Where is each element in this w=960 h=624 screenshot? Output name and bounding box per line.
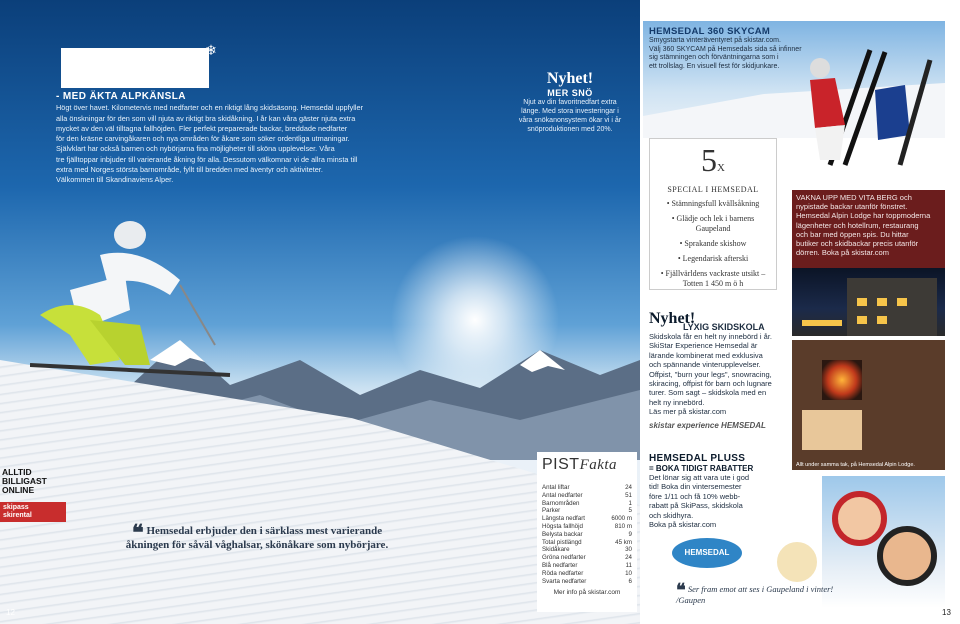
ski-school-line: turer. Som sagt – skidskola med en: [649, 388, 767, 398]
badge-line: ONLINE: [2, 485, 35, 495]
list-item: • Sprakande skishow: [654, 239, 772, 249]
skistar-experience-logo: skistar experience HEMSEDAL: [649, 420, 766, 430]
plus-line: tid! Boka din vintersemester: [649, 482, 742, 492]
ski-school-line: och spännande vinterupplevelser.: [649, 360, 761, 370]
list-item: • Legendarisk afterski: [654, 254, 772, 264]
facts-title-pist: PIST: [542, 456, 580, 473]
facts-more-link[interactable]: Mer info på skistar.com: [553, 589, 621, 597]
quote-mark-icon: ❝: [676, 580, 686, 600]
lodge-line: VAKNA UPP MED VITA BERG och: [796, 193, 912, 202]
ski-school-heading: Nyhet!: [649, 310, 696, 327]
intro-line: Högt över havet. Kilometervis med nedfarter och en riktigt lång skidsäsong. Hemsedal uppfyller: [56, 103, 364, 113]
news-line: Njut av din favoritnedfart extra: [523, 99, 617, 106]
intro-line: mycket av den väl tilltagna fallhöjden. Fler perfekt preparerade backar, breddade nedfarter: [56, 123, 348, 133]
five-digit: 5: [701, 142, 718, 178]
ski-school-line: Skidskola får en helt ny innebörd i år.: [649, 332, 772, 341]
intro-heading: - MED ÄKTA ALPKÄNSLA: [56, 91, 186, 102]
five-x: X: [717, 162, 725, 174]
fact-value: 30: [625, 546, 632, 554]
five-caption: SPECIAL I HEMSEDAL: [667, 185, 759, 194]
table-row: [542, 546, 632, 554]
intro-line: alla önskningar för den som vill njuta av riktigt bra skidåkning. I år kan våra gäster njuta extra: [56, 113, 356, 123]
intro-line: extra med Norges största barnområde, fyllt till bredden med äventyr och aktiviteter.: [56, 165, 323, 175]
fact-label: Antal nedfarter: [542, 491, 583, 499]
fireplace: [822, 360, 862, 400]
fact-value: 51: [625, 491, 632, 499]
fact-value: 6: [628, 577, 632, 585]
lodge-interior-photo: [792, 340, 945, 470]
badge-line: BILLIGAST: [2, 476, 47, 486]
table-row: [542, 578, 632, 586]
table-row: [542, 492, 632, 500]
fact-value: 10: [625, 569, 632, 577]
table-row: [542, 562, 632, 570]
skycam-line: ett trollslag. En visuell fest för skidjunkare.: [649, 62, 780, 70]
pull-quote: [112, 520, 402, 552]
badge-tag: [0, 502, 66, 522]
piste-facts-box: [537, 452, 637, 612]
ski-school-line: SkiStar Experience Hemsedal är: [649, 341, 758, 351]
lodge-line: och bar med öppen spis. Du hittar: [796, 229, 909, 239]
badge-line: ALLTID: [2, 467, 32, 477]
skier-illustration: [30, 215, 250, 385]
plus-subheading: = BOKA TIDIGT RABATTER: [649, 464, 754, 473]
skycam-line: Smygstarta vinteräventyret på skistar.com.: [649, 37, 781, 44]
badge-tag-line: skipass: [3, 504, 29, 511]
news-line: länge. Med stora investeringar i: [521, 108, 619, 115]
table-row: [542, 531, 632, 539]
fact-value: 24: [625, 484, 632, 491]
page-number-left: 12: [6, 608, 15, 617]
plus-heading: HEMSEDAL PLUSS: [649, 453, 746, 464]
lodge-exterior-photo: [792, 268, 945, 336]
armchair: [802, 410, 862, 450]
news-more-snow: [505, 70, 635, 134]
plus-line: före 1/11 och få 10% webb-: [649, 491, 741, 501]
fact-label: Antal liftar: [542, 484, 570, 491]
fact-value: 45 km: [615, 538, 632, 546]
pull-quote-text: Hemsedal erbjuder den i särklass mest varierande åkningen för såväl våghalsar, skönåkare som nybörjare.: [125, 525, 389, 551]
skycam-text: [649, 26, 819, 71]
fact-label: Belysta backar: [542, 530, 583, 538]
table-row: [542, 484, 632, 492]
ski-school-line: Offpist, "burn your legs", snowracing,: [649, 369, 772, 379]
fact-label: Högsta fallhöjd: [542, 522, 583, 530]
lodge-line: lägenheter och hotellrum, restaurang: [796, 220, 919, 230]
ski-school-line: lärande kombinerat med exklusiva: [649, 350, 763, 360]
table-row: [542, 539, 632, 547]
intro-line: Välkommen till Skandinaviens Alper.: [56, 175, 174, 185]
fact-label: Blå nedfarter: [542, 561, 578, 569]
plus-line: rabatt på SkiPass, skidskola: [649, 501, 743, 511]
badge-tag-line: skirental: [3, 512, 32, 519]
plus-line: och skidhyra.: [649, 510, 694, 520]
skycam-heading: HEMSEDAL 360 SKYCAM: [649, 26, 771, 37]
snowflake-icon: ❄: [205, 42, 217, 58]
intro-line: Självklart har också barnen och nybörjarna fina möjligheter till sköna upplevelser. Våra: [56, 144, 335, 154]
intro-line: för den kräsne carvingåkaren och nya områden för åkare som söker ordentliga utmaningar.: [56, 134, 350, 144]
intro-text: [56, 92, 406, 186]
news-subheading: MER SNÖ: [547, 88, 593, 98]
ski-school-section: [649, 310, 789, 430]
fact-label: Barnområden: [542, 499, 580, 507]
facts-title: [542, 456, 632, 474]
plus-line: Boka på skistar.com: [649, 520, 717, 530]
fact-label: Svarta nedfarter: [542, 577, 587, 585]
skycam-line: Välj 360 SKYCAM på Hemsedals sida så infinner: [649, 45, 802, 53]
five-number: [650, 143, 776, 185]
news-heading: Nyhet!: [546, 70, 594, 87]
skycam-line: sig stämningen och förväntningarna som i: [649, 54, 779, 62]
lodge-line: butiker och skidbackar precis utanför: [796, 239, 919, 249]
fact-label: Skidåkare: [542, 546, 570, 554]
fact-label: Total pistlängd: [542, 538, 582, 546]
lodge-line: Hemsedal Alpin Lodge har toppmoderna: [796, 211, 931, 221]
table-row: [542, 570, 632, 578]
facts-title-fakta: Fakta: [579, 457, 618, 473]
lodge-line: nypistade backar utanför fönstret.: [796, 202, 908, 212]
list-item: • Glädje och lek i barnens Gaupeland: [654, 214, 772, 234]
fact-value: 810 m: [614, 522, 632, 530]
intro-line: tre fjälltoppar inbjuder till varierande åkning för alla. Dessutom välkomnar vi de allra minsta till: [56, 154, 358, 164]
mascot-quote: [676, 580, 836, 605]
table-row: [542, 554, 632, 562]
news-line: snöproduktionen med 20%.: [527, 126, 613, 133]
ski-school-line: Läs mer på skistar.com: [649, 407, 727, 417]
news-line: våra snökanonsystem ökar vi i år: [518, 117, 622, 124]
ski-school-line: skiracing, offpist för barn och lugnare: [649, 379, 772, 389]
list-item: • Stämningsfull kvällsåkning: [654, 199, 772, 209]
fact-value: 11: [625, 561, 632, 569]
fact-label: Längsta nedfart: [542, 515, 586, 523]
logo-placeholder: [61, 48, 209, 88]
fact-label: Parker: [542, 507, 561, 515]
list-item: • Fjällvärldens vackraste utsikt – Totten 1 450 m ö h: [654, 269, 772, 289]
fact-value: 6000 m: [611, 515, 632, 523]
quote-mark-icon: ❝: [131, 520, 144, 545]
skipass-badge: [0, 466, 66, 522]
five-special-box: [649, 138, 777, 290]
hemsedal-logo: HEMSEDAL: [672, 538, 742, 568]
facts-table: [542, 484, 632, 585]
fact-value: 9: [628, 530, 632, 538]
fact-label: Röda nedfarter: [542, 569, 584, 577]
page-number-right: 13: [942, 608, 951, 617]
kids-photo: [822, 476, 945, 608]
table-row: [542, 523, 632, 531]
fact-value: 1: [628, 499, 632, 507]
badge-label: [2, 468, 62, 495]
ski-school-subheading: LYXIG SKIDSKOLA: [683, 322, 765, 332]
table-row: [542, 500, 632, 508]
hemsedal-plus-section: [649, 453, 789, 529]
plus-line: Det lönar sig att vara ute i god: [649, 473, 750, 482]
five-list: [650, 199, 776, 289]
fact-value: 24: [625, 554, 632, 562]
lynx-mascot-icon: [775, 540, 819, 584]
mascot-quote-text: Ser fram emot att ses i Gaupeland i vinter! /Gaupen: [676, 584, 834, 605]
ski-school-line: helt ny innebörd.: [649, 397, 705, 407]
lodge-caption: Allt under samma tak, på Hemsedal Alpin Lodge.: [796, 462, 915, 468]
lodge-info-box: [792, 190, 945, 268]
lodge-line: dörren. Boka på skistar.com: [796, 248, 889, 258]
table-row: [542, 507, 632, 515]
fact-value: 5: [628, 507, 632, 515]
table-row: [542, 515, 632, 523]
fact-label: Gröna nedfarter: [542, 554, 586, 562]
